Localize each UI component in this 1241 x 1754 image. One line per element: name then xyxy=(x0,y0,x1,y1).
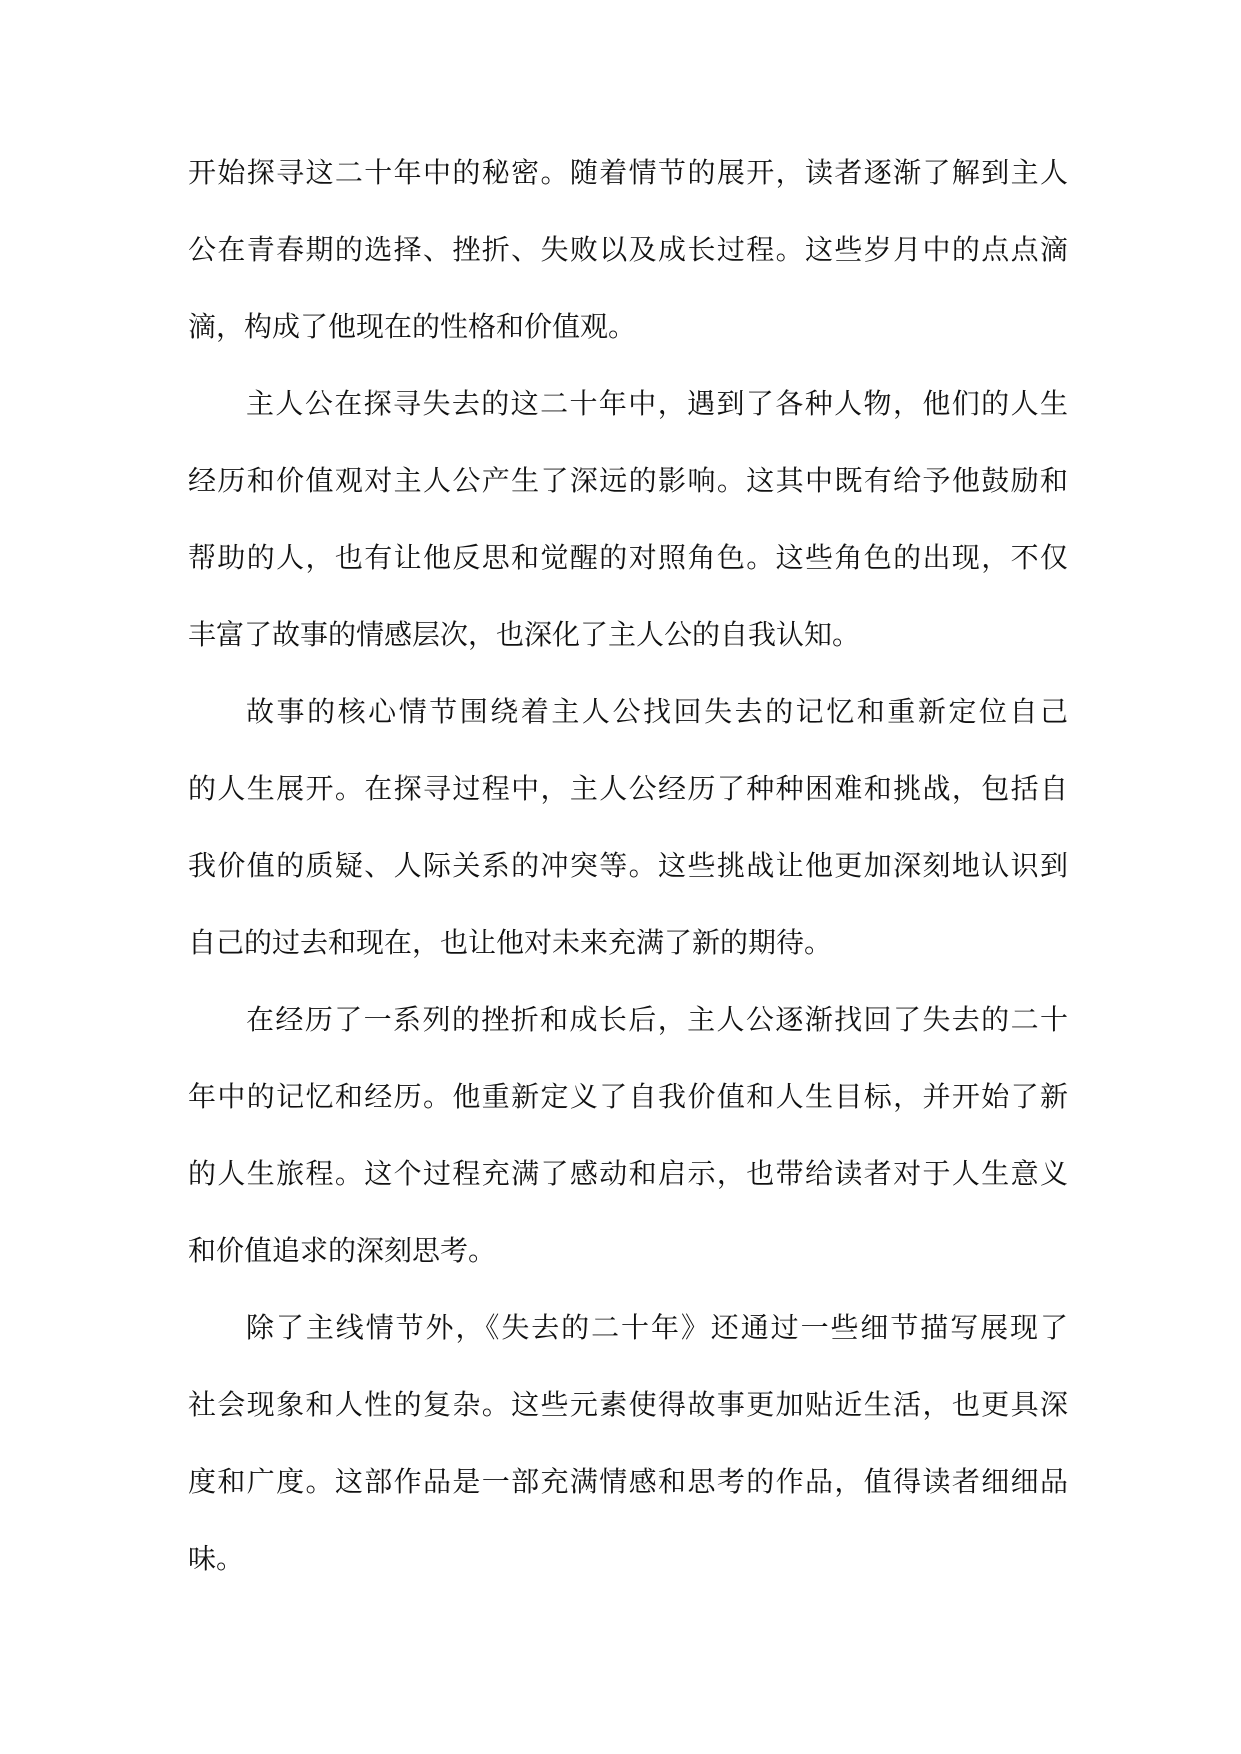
paragraph-3-line-1: 故事的核心情节围绕着主人公找回失去的记忆和重新定位自己 xyxy=(246,695,1068,728)
paragraph-3-line-4: 自己的过去和现在，也让他对未来充满了新的期待。 xyxy=(188,926,833,959)
paragraph-2-line-2: 经历和价值观对主人公产生了深远的影响。这其中既有给予他鼓励和 xyxy=(188,464,1068,497)
paragraph-2-line-4: 丰富了故事的情感层次，也深化了主人公的自我认知。 xyxy=(188,618,861,651)
paragraph-3-line-3: 我价值的质疑、人际关系的冲突等。这些挑战让他更加深刻地认识到 xyxy=(188,849,1068,882)
paragraph-4-line-3: 的人生旅程。这个过程充满了感动和启示，也带给读者对于人生意义 xyxy=(188,1157,1068,1190)
paragraph-2-line-3: 帮助的人，也有让他反思和觉醒的对照角色。这些角色的出现，不仅 xyxy=(188,541,1068,574)
paragraph-4-line-2: 年中的记忆和经历。他重新定义了自我价值和人生目标，并开始了新 xyxy=(188,1080,1068,1113)
paragraph-1-line-3: 滴，构成了他现在的性格和价值观。 xyxy=(188,310,637,343)
paragraph-1-line-2: 公在青春期的选择、挫折、失败以及成长过程。这些岁月中的点点滴 xyxy=(188,233,1068,266)
paragraph-1-line-1: 开始探寻这二十年中的秘密。随着情节的展开，读者逐渐了解到主人 xyxy=(188,156,1068,189)
paragraph-4-line-4: 和价值追求的深刻思考。 xyxy=(188,1234,497,1267)
paragraph-3-line-2: 的人生展开。在探寻过程中，主人公经历了种种困难和挑战，包括自 xyxy=(188,772,1068,805)
paragraph-5-line-4: 味。 xyxy=(188,1542,245,1575)
paragraph-5-line-2: 社会现象和人性的复杂。这些元素使得故事更加贴近生活，也更具深 xyxy=(188,1388,1068,1421)
paragraph-2-line-1: 主人公在探寻失去的这二十年中，遇到了各种人物，他们的人生 xyxy=(246,387,1068,420)
paragraph-5-line-3: 度和广度。这部作品是一部充满情感和思考的作品，值得读者细细品 xyxy=(188,1465,1068,1498)
body-text xyxy=(188,143,1068,1606)
paragraph-4-line-1: 在经历了一系列的挫折和成长后，主人公逐渐找回了失去的二十 xyxy=(246,1003,1068,1036)
paragraph-5-line-1: 除了主线情节外，《失去的二十年》还通过一些细节描写展现了 xyxy=(246,1311,1068,1344)
